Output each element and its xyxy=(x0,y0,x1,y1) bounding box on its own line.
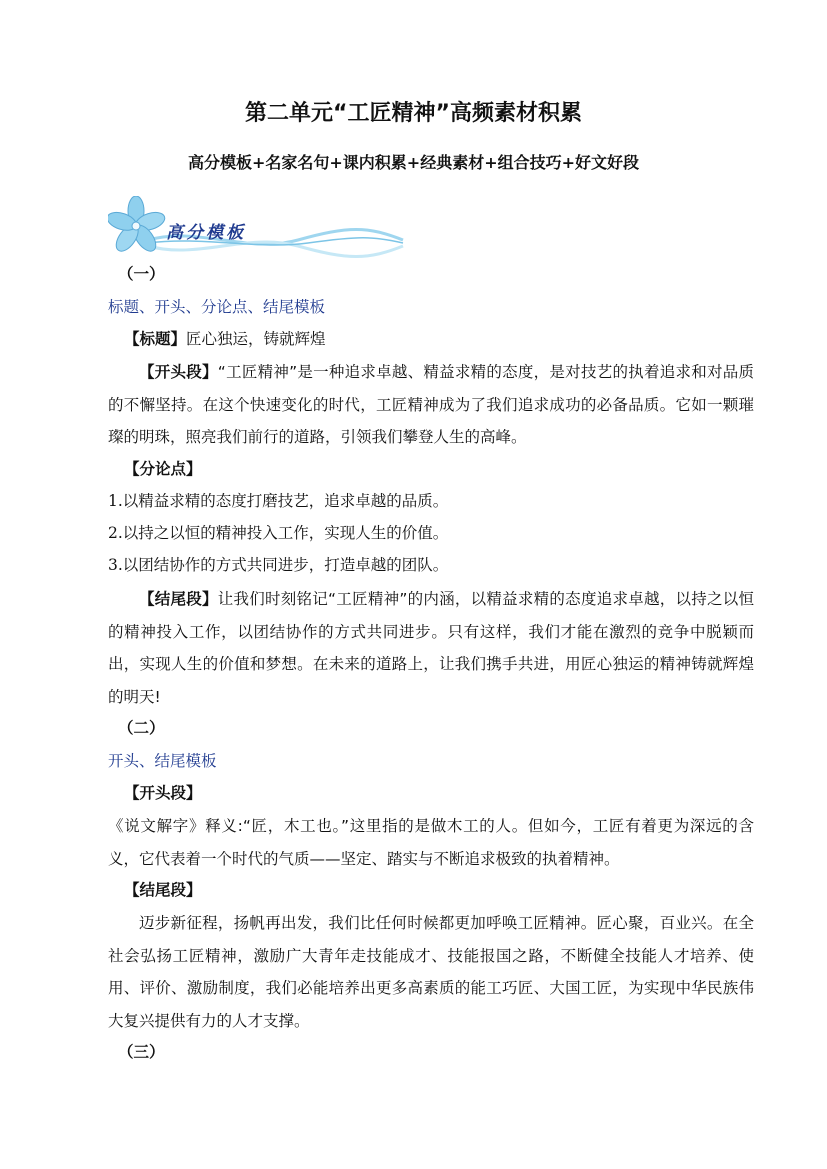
page-subtitle: 高分模板+名家名句+课内积累+经典素材+组合技巧+好文好段 xyxy=(187,153,640,172)
ending-tag-1: 【结尾段】 xyxy=(139,590,218,608)
point-item: 3.以团结协作的方式共同进步，打造卓越的团队。 xyxy=(108,556,449,574)
section-heading-2: （二） xyxy=(118,718,165,737)
title-tag: 【标题】 xyxy=(124,330,187,348)
opening-paragraph-1 xyxy=(108,356,754,454)
ending-tag-2: 【结尾段】 xyxy=(124,881,202,899)
opening-paragraph-2: 《说文解字》释义:“匠，木工也。”这里指的是做木工的人。但如今，工匠有着更为深远的含义，它代表着一个时代的气质——坚定、踏实与不断追求极致的执着精神。 xyxy=(108,817,754,868)
section-category-1: 标题、开头、分论点、结尾模板 xyxy=(108,298,326,316)
flower-ribbon-icon xyxy=(108,196,408,262)
opening-text-1: “工匠精神”是一种追求卓越、精益求精的态度，是对技艺的执着追求和对品质的不懈坚持。在这个快速变化的时代，工匠精神成为了我们追求成功的必备品质。它如一颗璀璨的明珠，照亮我们前行的道路，引领我们攀登人生的高峰。 xyxy=(108,363,754,446)
ending-paragraph-2: 迈步新征程，扬帆再出发，我们比任何时候都更加呼唤工匠精神。匠心聚，百业兴。在全社会弘扬工匠精神，激励广大青年走技能成才、技能报国之路，不断健全技能人才培养、使用、评价、激励制度，我们必能培养出更多高素质的能工巧匠、大国工匠，为实现中华民族伟大复兴提供有力的人才支撑。 xyxy=(108,914,754,1030)
point-item: 1.以精益求精的态度打磨技艺，追求卓越的品质。 xyxy=(108,492,449,510)
section-heading-3: （三） xyxy=(118,1042,165,1061)
opening-tag-1: 【开头段】 xyxy=(139,363,218,381)
section-banner xyxy=(108,196,408,262)
ending-paragraph-1 xyxy=(108,583,754,713)
title-row xyxy=(124,329,326,349)
section-heading-1: （一） xyxy=(118,264,165,283)
page-title: 第二单元“工匠精神”高频素材积累 xyxy=(245,101,582,126)
title-text: 匠心独运，铸就辉煌 xyxy=(186,330,326,348)
opening-tag-2: 【开头段】 xyxy=(124,784,202,802)
banner-label: 高分模板 xyxy=(166,223,246,243)
point-item: 2.以持之以恒的精神投入工作，实现人生的价值。 xyxy=(108,524,449,542)
section-category-2: 开头、结尾模板 xyxy=(108,752,217,770)
points-tag: 【分论点】 xyxy=(124,460,202,478)
ending-text-1: 让我们时刻铭记“工匠精神”的内涵，以精益求精的态度追求卓越，以持之以恒的精神投入工作，以团结协作的方式共同进步。只有这样，我们才能在激烈的竞争中脱颖而出，实现人生的价值和梦想。在未来的道路上，让我们携手共进，用匠心独运的精神铸就辉煌的明天! xyxy=(108,590,754,706)
